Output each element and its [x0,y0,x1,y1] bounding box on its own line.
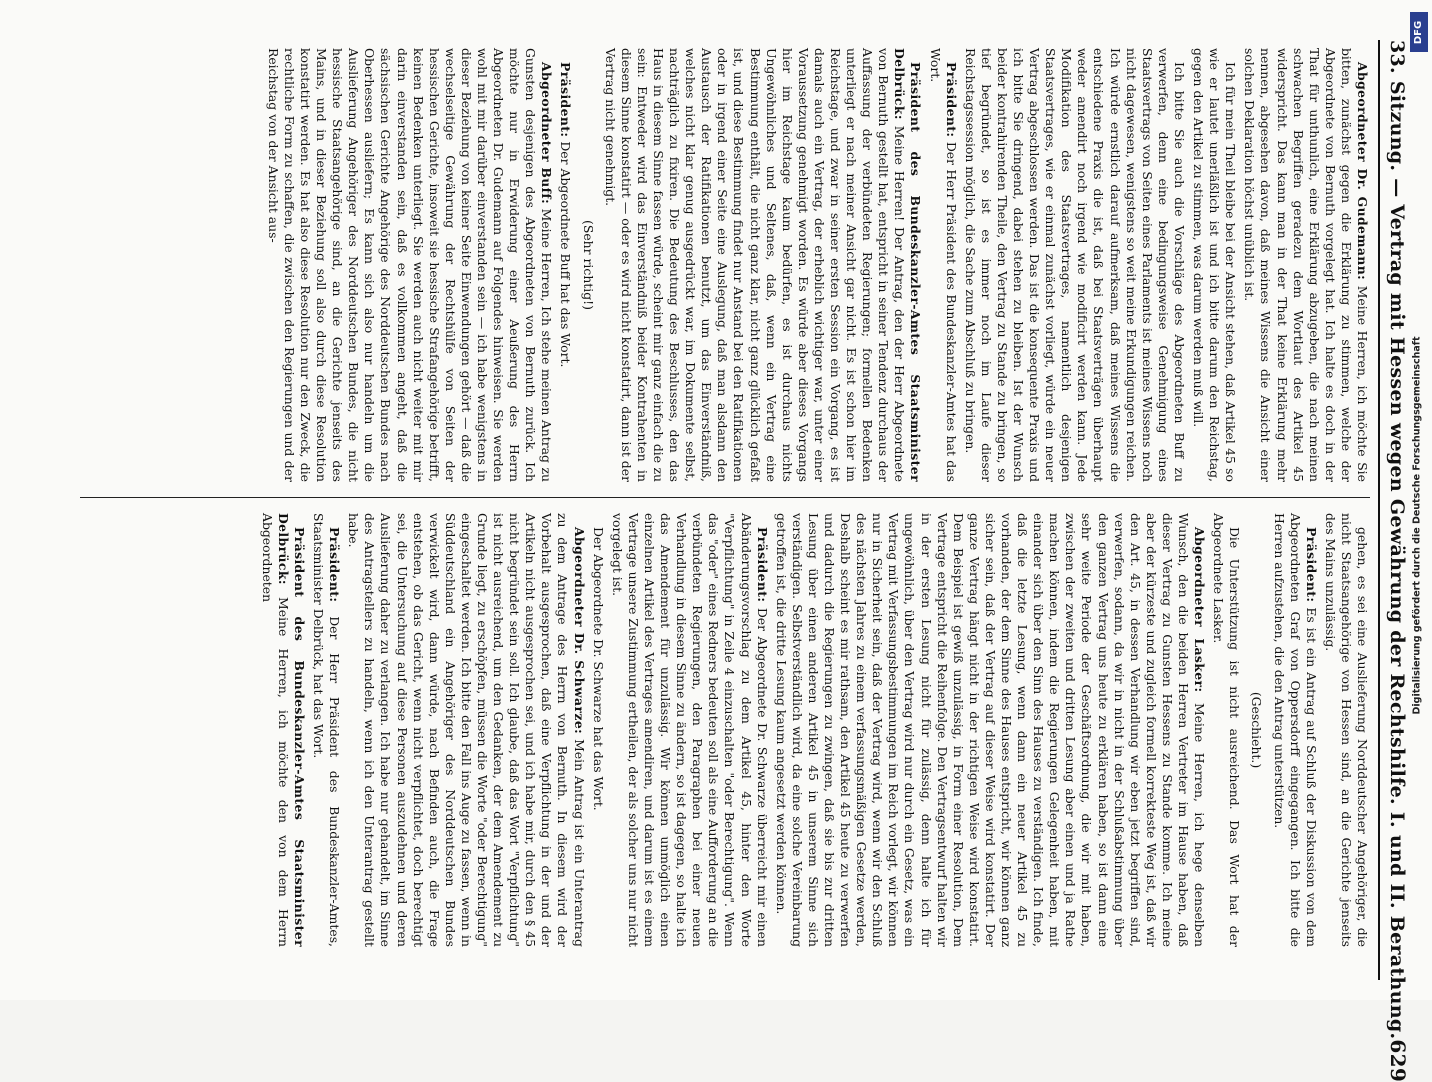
paragraph-text: Der Herr Präsident des Bundeskanzler-Amtes hat das Wort. [927,48,959,482]
paragraph-text: Mein Antrag ist ein Unterantrag zu dem Antrage des Herrn von Bernuth. In diesem wird der Vorbehalt ausgesprochen, daß eine Verpflichtung in der und der Artikeln nicht ausgesprochen sei, und ich habe mir, durch den § 45 nicht begründet sein soll. Ich glaube, daß das Wort "Verpflichtung" ist nicht ausreichend, um den Gedanken, der dem Amendement zu Grunde liegt, zu erschöpfen, müssen die Worte "oder Berechtigung" eingeschaltet werden. Ich bitte den Fall ins Auge zu fassen, wenn in Süddeutschland ein Angehöriger des Norddeutschen Bundes verwickelt wird, dann würde, nach Befinden auch, die Frage entstehen, ob das Gericht, wenn nicht verpflichtet, doch berechtigt sei, die Untersuchung auf diese Personen auszudehnen und deren Auslieferung daher zu verlangen. Ich habe nur gehandelt, im Sinne des Antragstellers zu handeln, wenn ich den Unterantrag gestellt habe. [346,513,587,947]
paragraph [602,48,924,482]
paragraph [609,513,770,947]
right-column [80,505,1370,955]
speaker-name: Präsident des Bundeskanzler-Amtes Staatsminister Delbrück: [892,48,924,482]
speaker-name: Präsident: [754,527,770,603]
text-columns [80,40,1370,980]
paragraph-text: Der Abgeordnete Dr. Schwarze hat das Wort. [590,527,606,811]
paragraph [265,48,555,482]
paragraph-text: Der Abgeordnete Dr. Schwarze überreicht mir einen Abänderungsvorschlag zu dem Artikel 45, hinter den Worte "Verpflichtung" in Zeile 4 einzuschalten "oder Berechtigung". Wenn das "oder" eines Redners bedeuten soll als eine Aufforderung an die verbündeten Regierungen, den Paragraphen bei einer neuen Verhandlung in diesem Sinne zu ändern, so ist dagegen, so halte ich das Amendement für unzulässig. Wir können unmöglich einen einzelnen Artikel des Vertrages amendiren, und darum ist es einem Vertrage unsere Zustimmung ertheilen, der als solcher uns nur nicht vorgelegt ist. [609,513,770,947]
running-title: 33. Sitzung. — Vertrag mit Hessen wegen Gewährung der Rechtshilfe. I. und II. Berathung. [1386,40,1408,1040]
paragraph-text: Ich für mein Theil bleibe bei der Ansicht stehen, daß Artikel 45 so wie er lautet unerläßlich ist und ich bitte darum den Reichstag, gegen den Artikel zu stimmen, was darum werden muß will. [1191,48,1239,482]
digitization-note [1408,60,1426,990]
speaker-name: Präsident: [943,62,959,138]
paragraph [926,48,958,482]
page-header [1378,40,1410,1082]
paragraph [773,513,1208,947]
paragraph [259,513,307,947]
dfg-logo [1410,12,1428,52]
left-column [80,40,1370,490]
paragraph-text: Der Abgeordnete Buff hat das Wort. [558,141,574,368]
speaker-name: Abgeordneter Dr. Gudemann: [1355,62,1370,281]
page-number: 629 [1386,1039,1410,1082]
paragraph [962,48,1187,482]
rotated-page-content [70,40,1410,1082]
column-divider [80,497,1370,498]
paragraph [590,513,606,947]
paragraph [580,48,596,482]
paragraph [345,513,586,947]
paragraph [310,513,342,947]
speaker-name: Abgeordneter Lasker: [1192,527,1208,693]
paragraph-text: (Geschieht.) [1249,691,1265,769]
paragraph-text: Es ist ein Antrag auf Schluß der Diskussion von dem Abgeordneten Graf von Oppersdorff eingegangen. Ich bitte die Herren aufzustehen, die den Antrag unterstützen. [1271,513,1319,947]
speaker-name: Präsident des Bundeskanzler-Amtes Staatsminister Delbrück: [275,513,307,947]
paragraph [1241,48,1370,482]
paragraph [1210,513,1242,947]
paragraph-text: Meine Herren, ich möchte Sie bitten, zunächst gegen die Erklärung zu stimmen, welche der Abgeordnete von Bernuth vorgelegt hat. Ich halte es doch in der That für unthunlich, eine Erklärung abzugeben, die nach meinen schwachen Begriffen geradezu dem Wortlaut des Artikel 45 widerspricht. Das kann man in der That keine Erklärung mehr nennen, abgesehen davon, daß meines Wissens die Ansicht einer solchen Deklaration höchst unüblich ist. [1242,48,1370,482]
speaker-name: Präsident: [1303,527,1319,603]
paragraph-text: gehen, es sei eine Auslieferung Norddeutscher Angehöriger, die nicht Staatsangehörige von Hessen sind, an die Gerichte jenseits des Mains unzulässig. [1322,513,1370,947]
paragraph-text: Die Unterstützung ist nicht ausreichend. Das Wort hat der Abgeordnete Lasker. [1211,513,1243,947]
paragraph [1270,513,1318,947]
paragraph [1322,513,1370,947]
speaker-name: Abgeordneter Buff: [539,62,555,205]
speaker-name: Abgeordneter Dr. Schwarze: [571,527,587,735]
paragraph-text: (Sehr richtig!) [580,220,596,310]
paragraph-text: Der Herr Präsident des Bundeskanzler-Amtes, Staatsminister Delbrück, hat das Wort. [311,513,343,947]
paragraph-text: Meine Herren, ich möchte den von dem Herrn Abgeordneten [259,513,291,947]
dfg-logo-text: DFG [1413,20,1425,44]
speaker-name: Präsident: [327,527,343,603]
paragraph-text: Meine Herren! Der Antrag, den der Herr Abgeordnete von Bernuth gestellt hat, entspricht in seiner Tendenz durchaus der Auffassung der verbündeten Regierungen; formellen Bedenken unterliegt er nach meiner Ansicht gar nicht. Es ist schon hier im Reichstage, und zwar in seiner ersten Session ein Vorgang, es ist damals auch ein Vertrag, der erheblich wichtiger war, unter einer Voraussetzung genehmigt worden. Es würde aber dieses Vorgangs hier im Reichstage kaum bedürfen, es ist durchaus nichts Ungewöhnliches und Seltenes, daß, wenn ein Vertrag eine Bestimmung enthält, die nicht ganz klar, nicht ganz glücklich gefaßt ist, und diese Bestimmung findet nur Anstand bei den Ratifikationen oder in irgend einer Seite eine Auslegung, daß man alsdann den Austausch der Ratifikationen benutzt, um das Einverständniß, welches nicht klar genug ausgedrückt war, im Dokumente selbst, nachträglich zu fixiren. Die Bedeutung des Beschlusses, den das Haus in diesem Sinne fassen würde, scheint mir ganz einfach die zu sein: Entweder wird das Einverständniß beider Kontrahenten in diesem Sinne konstatirt — oder es wird nicht konstatirt, dann ist der Vertrag nicht genehmigt. [602,48,908,482]
speaker-name: Präsident: [558,62,574,138]
paragraph-text: Meine Herren, ich hege denselben Wunsch, den die beiden Herren Vertreter im Hause haben, daß dieser Vertrag zu Gunsten Hessens zu Stande komme. Ich meine aber der kürzeste und zugleich formell korrekteste Weg ist, daß wir den Art. 45, in dessen Verhandlung wir eben jetzt begriffen sind, verwerfen, sodann, da wir in nicht in der Schlußabstimmung über den ganzen Vertrag uns heute zu erklären haben, so ist dann eine sehr weite Periode der Geschäftsordnung, die wir mit haben, zwischen der zweiten und dritten Lesung aber einen und ja Rathe machen können, indem die Regierungen Gelegenheit haben, mit einander sich über den Sinn des Hauses zu verständigen. Ich finde, daß die letzte Lesung, wenn dann ein neuer Artikel 45 zu vorhanden, der dem Sinne des Hauses entspricht, wir können ganz sicher sein, daß der Vertrag auf dieser Weise wird konstatirt. Der ganze Vertrag hängt nicht in der richtigen Weise wird konstatirt. Dem Beispiel ist gewiß unzulässig, in Form einer Resolution, Dem Vertrage entspricht die Reihenfolge. Den Vertragsentwurf halten wir in der ersten Lesung nicht für zulässig, denn halte ich für ungewöhnlich, über den Vertrag wird nur durch ein Gesetz, was ein Vertrag mit Verfassungsbestimmungen im Reich vorlegt, wir können nur in Sicherheit sein, daß der Vertrag wird, wenn wir den Schluß des nächsten Jahres zu einem verfassungsmäßigen Gesetze werden, Deshalb scheint es mir rathsam, den Artikel 45 heute zu verwerfen und dadurch die Regierungen zu zwingen, daß sie bis zur dritten Lesung über einen anderen Artikel 45 in unserem Sinne sich verständigen. Selbstverständlich wird, da eine solche Vereinbarung getroffen ist, die dritte Lesung kaum angesetzt werden können. [773,513,1208,947]
paragraph [1190,48,1238,482]
paragraph [557,48,573,482]
paragraph-text: Meine Herren, Ich stehe meinen Antrag zu Gunsten desjenigen des Abgeordneten von Bernuth zurück. Ich möchte nur in Erwiderung einer Aeußerung des Herrn Abgeordneten Dr. Gudemann auf Folgendes hinweisen. Sie werden wohl mit mir darüber einverstanden sein — ich habe wenigstens in dieser Beziehung von keiner Seite Einwendungen gehört — daß die wechselseitige Gewährung der Rechtshülfe von Seiten der hessischen Gerichte, insoweit sie hessische Strafangehörige betrifft, keinen Bedenken unterliegt. Sie werden auch nicht weiter mit mir darin einverstanden sein, daß es vollkommen angeht, daß die sächsischen Gerichte Angehörige des Norddeutschen Bundes nach Oberhessen ausliefern; Es kann sich also nur handeln um die Auslieferung Angehöriger des Norddeutschen Bundes, die nicht hessische Staatsangehörige sind, an die Gerichte jenseits des Mains, und in dieser Beziehung soll also durch diese Resolution konstatirt werden. Es hat also diese Resolution nur den Zweck, die rechtliche Form zu schaffen, die zwischen den Regierungen und der Reichstag von der Ansicht aus- [265,48,555,482]
paragraph-text: Ich bitte Sie auch die Vorschläge des Abgeordneten Buff zu verwerfen, denn eine bedingungsweise Genehmigung eines Staatsvertrags von Seiten eines Parlaments ist meines Wissens noch nicht dagewesen, wenigstens so weit meine Erkundigungen reichen. Ich würde ernstlich darauf aufmerksam, daß meines Wissens die entschiedene Praxis die ist, daß bei Staatsverträgen überhaupt weder amendirt noch irgend wie modificirt werden kann. Jede Modifikation des Staatsvertrages, namentlich desjenigen Staatsvertrages, wie er einmal zunächst vorliegt, würde ein neuer Vertrag abgeschlossen werden. Das ist die konsequente Praxis und ich bitte Sie dringend, dabei stehen zu bleiben. Ist der Wunsch beider kontrahirenden Theile, den Vertrag zu Stande zu bringen, so tief begründet, so ist es immer noch im Laufe dieser Reichstagssession möglich, die Sache zum Abschluß zu bringen. [962,48,1187,482]
digitization-note-text: Digitalisierung gefördert durch die Deutsche Forschungsgemeinschaft [1411,336,1423,714]
paragraph [1248,513,1264,947]
